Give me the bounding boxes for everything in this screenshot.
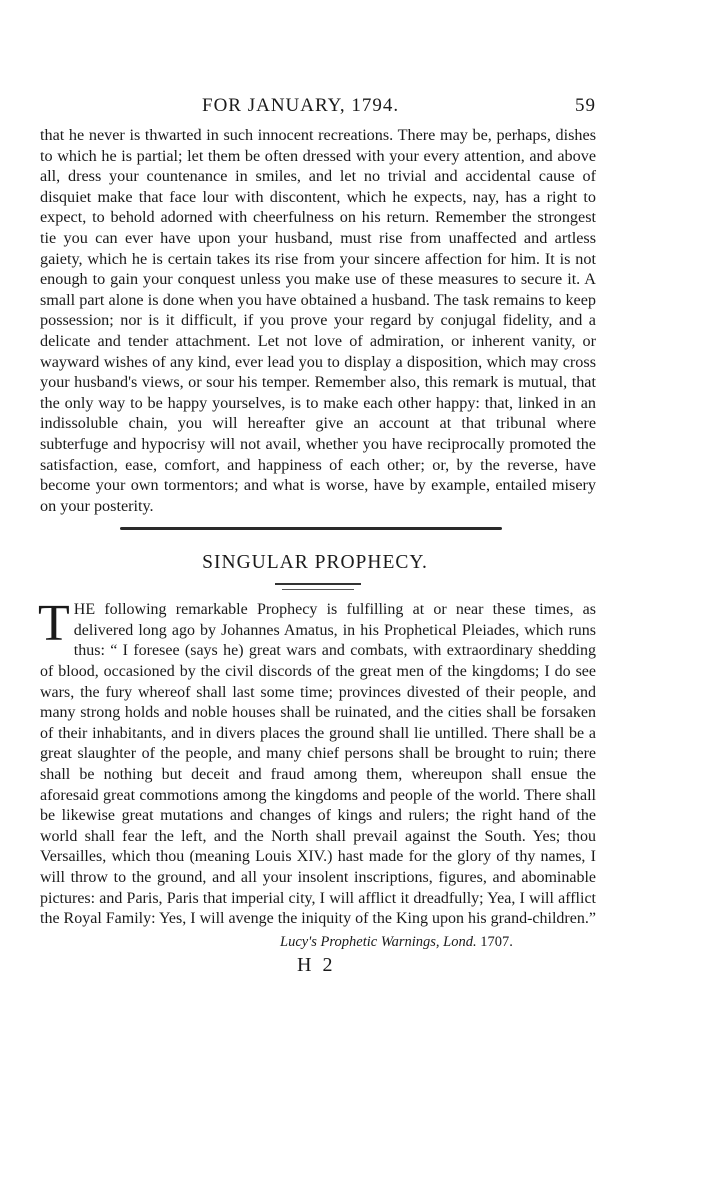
article-text: HE following remarkable Prophecy is fulfilling at or near these times, as delivered long ago by Johannes Amatus, in his Prophetical Pleiades, which runs thus: “ I foresee (says he) great wars and combats, with extraordinary shedding of blood, occasioned by the civil discords of the great men of the kingdoms; I do see wars, the fury whereof shall last some time; provinces divested of their people, and many strong holds and noble houses shall be ruinated, and the cities shall be forsaken of their inhabitants, and in divers places the ground shall lie untilled. There shall be a great slaughter of the people, and many chief persons shall be brought to ruin; there shall be nothing but deceit and fraud among them, whereupon shall ensue the aforesaid great commotions among the kingdoms and people of the world. There shall be likewise great mutations and changes of kings and rulers; the right hand of the world shall fear the left, and the North shall prevail against the South. Yes; thou Versailles, which thou (meaning Louis XIV.) hast made for the glory of thy names, I will throw to the ground, and all your insolent inscriptions, figures, and abominable pictures: and Paris, Paris that imperial city, I will afflict it dreadfully; Yea, I will afflict the Royal Family: Yes, I will avenge the iniquity of the King upon his grand-children.” (40, 601, 596, 928)
article-title: SINGULAR PROPHECY. (202, 552, 428, 574)
continued-paragraph: that he never is thwarted in such innocent recreations. There may be, perhaps, dishes to which he is partial; let them be often dressed with your every attention, and above all, dress your countenance in smiles, and let no trivial and accidental cause of disquiet make that face lour with discontent, which he expects, nay, has a right to expect, to behold adorned with cheerfulness on his return. Remember the strongest tie you can ever have upon your husband, must rise from unaffected and artless gaiety, which he is certain takes its rise from your sincere affection for him. It is not enough to gain your conquest unless you make use of these measures to secure it. A small part alone is done when you have obtained a husband. The task remains to keep possession; nor is it difficult, if you prove your regard by conjugal fidelity, and a delicate and tender attachment. Let not love of admiration, or inherent vanity, or wayward wishes of any kind, ever lead you to display a disposition, which may cross your husband's views, or sour his temper. Remember also, this remark is mutual, that the only way to be happy yourselves, is to make each other happy: that, linked in an indissoluble chain, you will hereafter give an account at that tribunal where subterfuge and hypocrisy will not avail, whether you have reciprocally promoted the satisfaction, ease, comfort, and happiness of each other; or, by the reverse, have become your own tormentors; and what is worse, have by example, entailed misery on your posterity. (40, 126, 596, 515)
article-body (38, 595, 596, 930)
printer-signature-mark: H 2 (297, 953, 336, 976)
source-title: Lucy's Prophetic Warnings, Lond. (280, 933, 477, 950)
title-underline (275, 583, 361, 585)
title-underline-secondary (282, 589, 354, 590)
drop-cap: T (38, 595, 70, 653)
running-title: FOR JANUARY, 1794. (202, 95, 400, 116)
page-number: 59 (575, 95, 596, 116)
document-page (40, 95, 596, 977)
source-citation (40, 932, 596, 952)
continued-text (40, 125, 596, 516)
source-year: 1707. (480, 933, 513, 950)
running-header (40, 95, 596, 125)
section-divider (120, 527, 502, 530)
